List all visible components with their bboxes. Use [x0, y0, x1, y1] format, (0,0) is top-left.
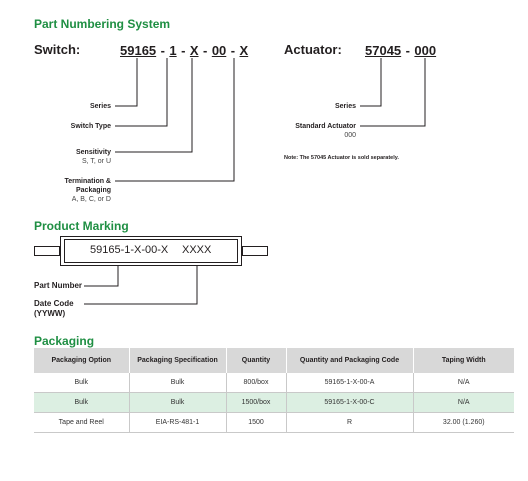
table-cell: EIA-RS-481-1 [129, 413, 226, 433]
product-marking-title: Product Marking [34, 219, 129, 233]
code-separator: - [160, 43, 165, 58]
table-cell: 32.00 (1.260) [413, 413, 514, 433]
field-termination-label: Termination & [64, 178, 111, 185]
table-row [34, 413, 514, 433]
column-header: Quantity [226, 348, 286, 373]
table-cell: R [286, 413, 413, 433]
marking-date: XXXX [182, 244, 212, 256]
table-header-row [34, 348, 514, 373]
packaging-title: Packaging [34, 334, 95, 348]
actuator-series-label: Series [334, 103, 356, 110]
code-separator: - [203, 43, 208, 58]
table-cell: 800/box [226, 373, 286, 393]
part-numbering-title: Part Numbering System [34, 17, 171, 31]
field-termination-options: A, B, C, or D [71, 196, 111, 203]
code-separator: - [230, 43, 236, 58]
field-termination-label-2: Packaging [75, 187, 111, 194]
code-separator: - [181, 43, 186, 58]
table-cell: Tape and Reel [34, 413, 129, 433]
field-series-label: Series [89, 103, 111, 110]
actuator-standard-options: 000 [344, 132, 356, 139]
column-header: Taping Width [413, 348, 514, 373]
date-code-format: (YYWW) [34, 309, 66, 318]
table-cell: N/A [413, 393, 514, 413]
code-termination: X [239, 43, 249, 58]
code-separator: - [405, 43, 410, 58]
table-cell: 1500/box [226, 393, 286, 413]
actuator-code-series: 57045 [365, 43, 402, 58]
marking-left-lead [34, 246, 60, 256]
field-switch-type-label: Switch Type [70, 123, 111, 130]
field-sensitivity-label: Sensitivity [75, 149, 111, 156]
code-fixed: 00 [211, 43, 227, 58]
column-header: Quantity and Packaging Code [286, 348, 413, 373]
column-header: Packaging Option [34, 348, 129, 373]
actuator-code-standard: 000 [414, 43, 437, 58]
column-header: Packaging Specification [129, 348, 226, 373]
table-cell: Bulk [129, 393, 226, 413]
marking-code: 59165-1-X-00-X [90, 244, 169, 256]
table-cell: N/A [413, 373, 514, 393]
table-row [34, 373, 514, 393]
field-sensitivity-options: S, T, or U [81, 158, 111, 165]
code-series: 59165 [120, 43, 157, 58]
packaging-table [34, 348, 514, 433]
table-cell: 59165-1-X-00-A [286, 373, 413, 393]
date-code-label: Date Code [34, 299, 74, 308]
part-number-label: Part Number [34, 281, 83, 290]
table-cell: Bulk [34, 373, 129, 393]
marking-right-lead [242, 246, 268, 256]
table-row [34, 393, 514, 413]
code-sensitivity: X [189, 43, 199, 58]
table-cell: 59165-1-X-00-C [286, 393, 413, 413]
table-cell: 1500 [226, 413, 286, 433]
actuator-label: Actuator: [284, 42, 342, 57]
code-switch-type: 1 [169, 43, 177, 58]
actuator-note: Note: The 57045 Actuator is sold separately. [284, 155, 399, 161]
table-cell: Bulk [129, 373, 226, 393]
actuator-standard-label: Standard Actuator [295, 123, 356, 130]
table-cell: Bulk [34, 393, 129, 413]
switch-label: Switch: [34, 42, 81, 57]
